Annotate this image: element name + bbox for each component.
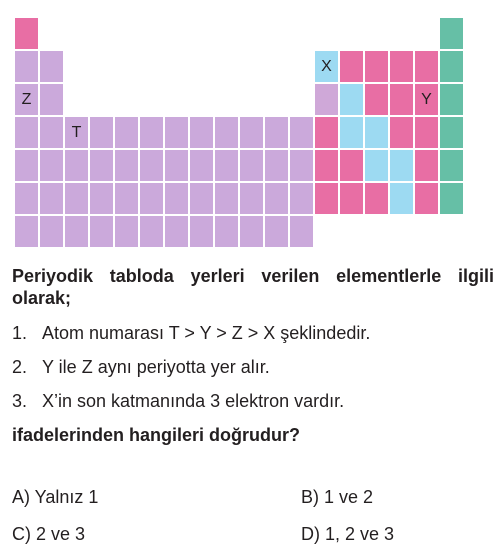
table-cell <box>415 117 440 150</box>
table-cell <box>265 216 290 249</box>
table-cell <box>340 84 365 117</box>
element-cell-x: X <box>315 51 340 84</box>
statement-number: 3. <box>12 391 28 411</box>
statement-text: X’in son katmanında 3 elektron vardır. <box>42 391 345 411</box>
question-stem: Periyodik tabloda yerleri verilen elementlerle ilgili olarak; <box>12 266 494 308</box>
table-cell <box>190 117 215 150</box>
option-c[interactable]: C) 2 ve 3 <box>12 524 86 544</box>
table-cell <box>340 117 365 150</box>
option-b[interactable]: B) 1 ve 2 <box>301 487 374 507</box>
table-cell <box>40 183 65 216</box>
table-cell <box>115 117 140 150</box>
table-cell <box>390 51 415 84</box>
table-cell <box>240 117 265 150</box>
table-cell <box>290 183 315 216</box>
table-cell <box>365 183 390 216</box>
table-cell <box>390 183 415 216</box>
table-cell <box>390 150 415 183</box>
periodic-table <box>15 18 465 250</box>
statement-number: 1. <box>12 323 28 343</box>
statement-2 <box>12 357 270 378</box>
table-cell <box>440 18 465 51</box>
table-cell <box>115 216 140 249</box>
table-cell <box>15 117 40 150</box>
table-cell <box>415 183 440 216</box>
table-cell <box>440 183 465 216</box>
table-cell <box>65 216 90 249</box>
option-d[interactable]: D) 1, 2 ve 3 <box>301 524 395 544</box>
table-cell <box>115 183 140 216</box>
table-cell <box>440 84 465 117</box>
table-cell <box>290 117 315 150</box>
table-cell <box>65 183 90 216</box>
table-cell <box>240 183 265 216</box>
statement-3 <box>12 391 344 412</box>
table-cell <box>90 150 115 183</box>
table-cell <box>265 117 290 150</box>
table-cell <box>315 183 340 216</box>
table-cell <box>440 51 465 84</box>
statement-1 <box>12 323 370 344</box>
table-cell <box>140 117 165 150</box>
table-cell <box>90 183 115 216</box>
element-cell-t: T <box>65 117 90 150</box>
table-cell <box>15 216 40 249</box>
table-cell <box>265 150 290 183</box>
table-cell <box>365 51 390 84</box>
table-cell <box>190 216 215 249</box>
table-cell <box>315 150 340 183</box>
table-cell <box>340 183 365 216</box>
table-cell <box>240 216 265 249</box>
table-cell <box>190 150 215 183</box>
table-cell <box>340 51 365 84</box>
table-cell <box>165 117 190 150</box>
statement-number: 2. <box>12 357 28 377</box>
table-cell <box>290 150 315 183</box>
element-cell-z: Z <box>15 84 40 117</box>
table-cell <box>290 216 315 249</box>
table-cell <box>40 117 65 150</box>
table-cell <box>165 150 190 183</box>
table-cell <box>390 117 415 150</box>
option-a[interactable]: A) Yalnız 1 <box>12 487 99 507</box>
table-cell <box>165 183 190 216</box>
table-cell <box>365 150 390 183</box>
element-cell-y: Y <box>415 84 440 117</box>
table-cell <box>40 150 65 183</box>
table-cell <box>215 117 240 150</box>
table-cell <box>415 51 440 84</box>
table-cell <box>40 51 65 84</box>
table-cell <box>140 183 165 216</box>
table-cell <box>390 84 415 117</box>
table-cell <box>90 117 115 150</box>
table-cell <box>215 183 240 216</box>
table-cell <box>15 51 40 84</box>
table-cell <box>415 150 440 183</box>
table-cell <box>65 150 90 183</box>
table-cell <box>15 18 40 51</box>
table-cell <box>365 117 390 150</box>
table-cell <box>215 150 240 183</box>
table-cell <box>315 117 340 150</box>
table-cell <box>15 183 40 216</box>
table-cell <box>265 183 290 216</box>
table-cell <box>315 84 340 117</box>
table-cell <box>440 150 465 183</box>
statement-text: Atom numarası T > Y > Z > X şeklindedir. <box>42 323 371 343</box>
table-cell <box>215 216 240 249</box>
table-cell <box>40 84 65 117</box>
table-cell <box>140 150 165 183</box>
table-cell <box>190 183 215 216</box>
table-cell <box>15 150 40 183</box>
table-cell <box>40 216 65 249</box>
question-ask: ifadelerinden hangileri doğrudur? <box>12 425 301 445</box>
table-cell <box>140 216 165 249</box>
table-cell <box>115 150 140 183</box>
table-cell <box>90 216 115 249</box>
table-cell <box>440 117 465 150</box>
statement-text: Y ile Z aynı periyotta yer alır. <box>42 357 270 377</box>
table-cell <box>365 84 390 117</box>
table-cell <box>165 216 190 249</box>
table-cell <box>340 150 365 183</box>
table-cell <box>240 150 265 183</box>
